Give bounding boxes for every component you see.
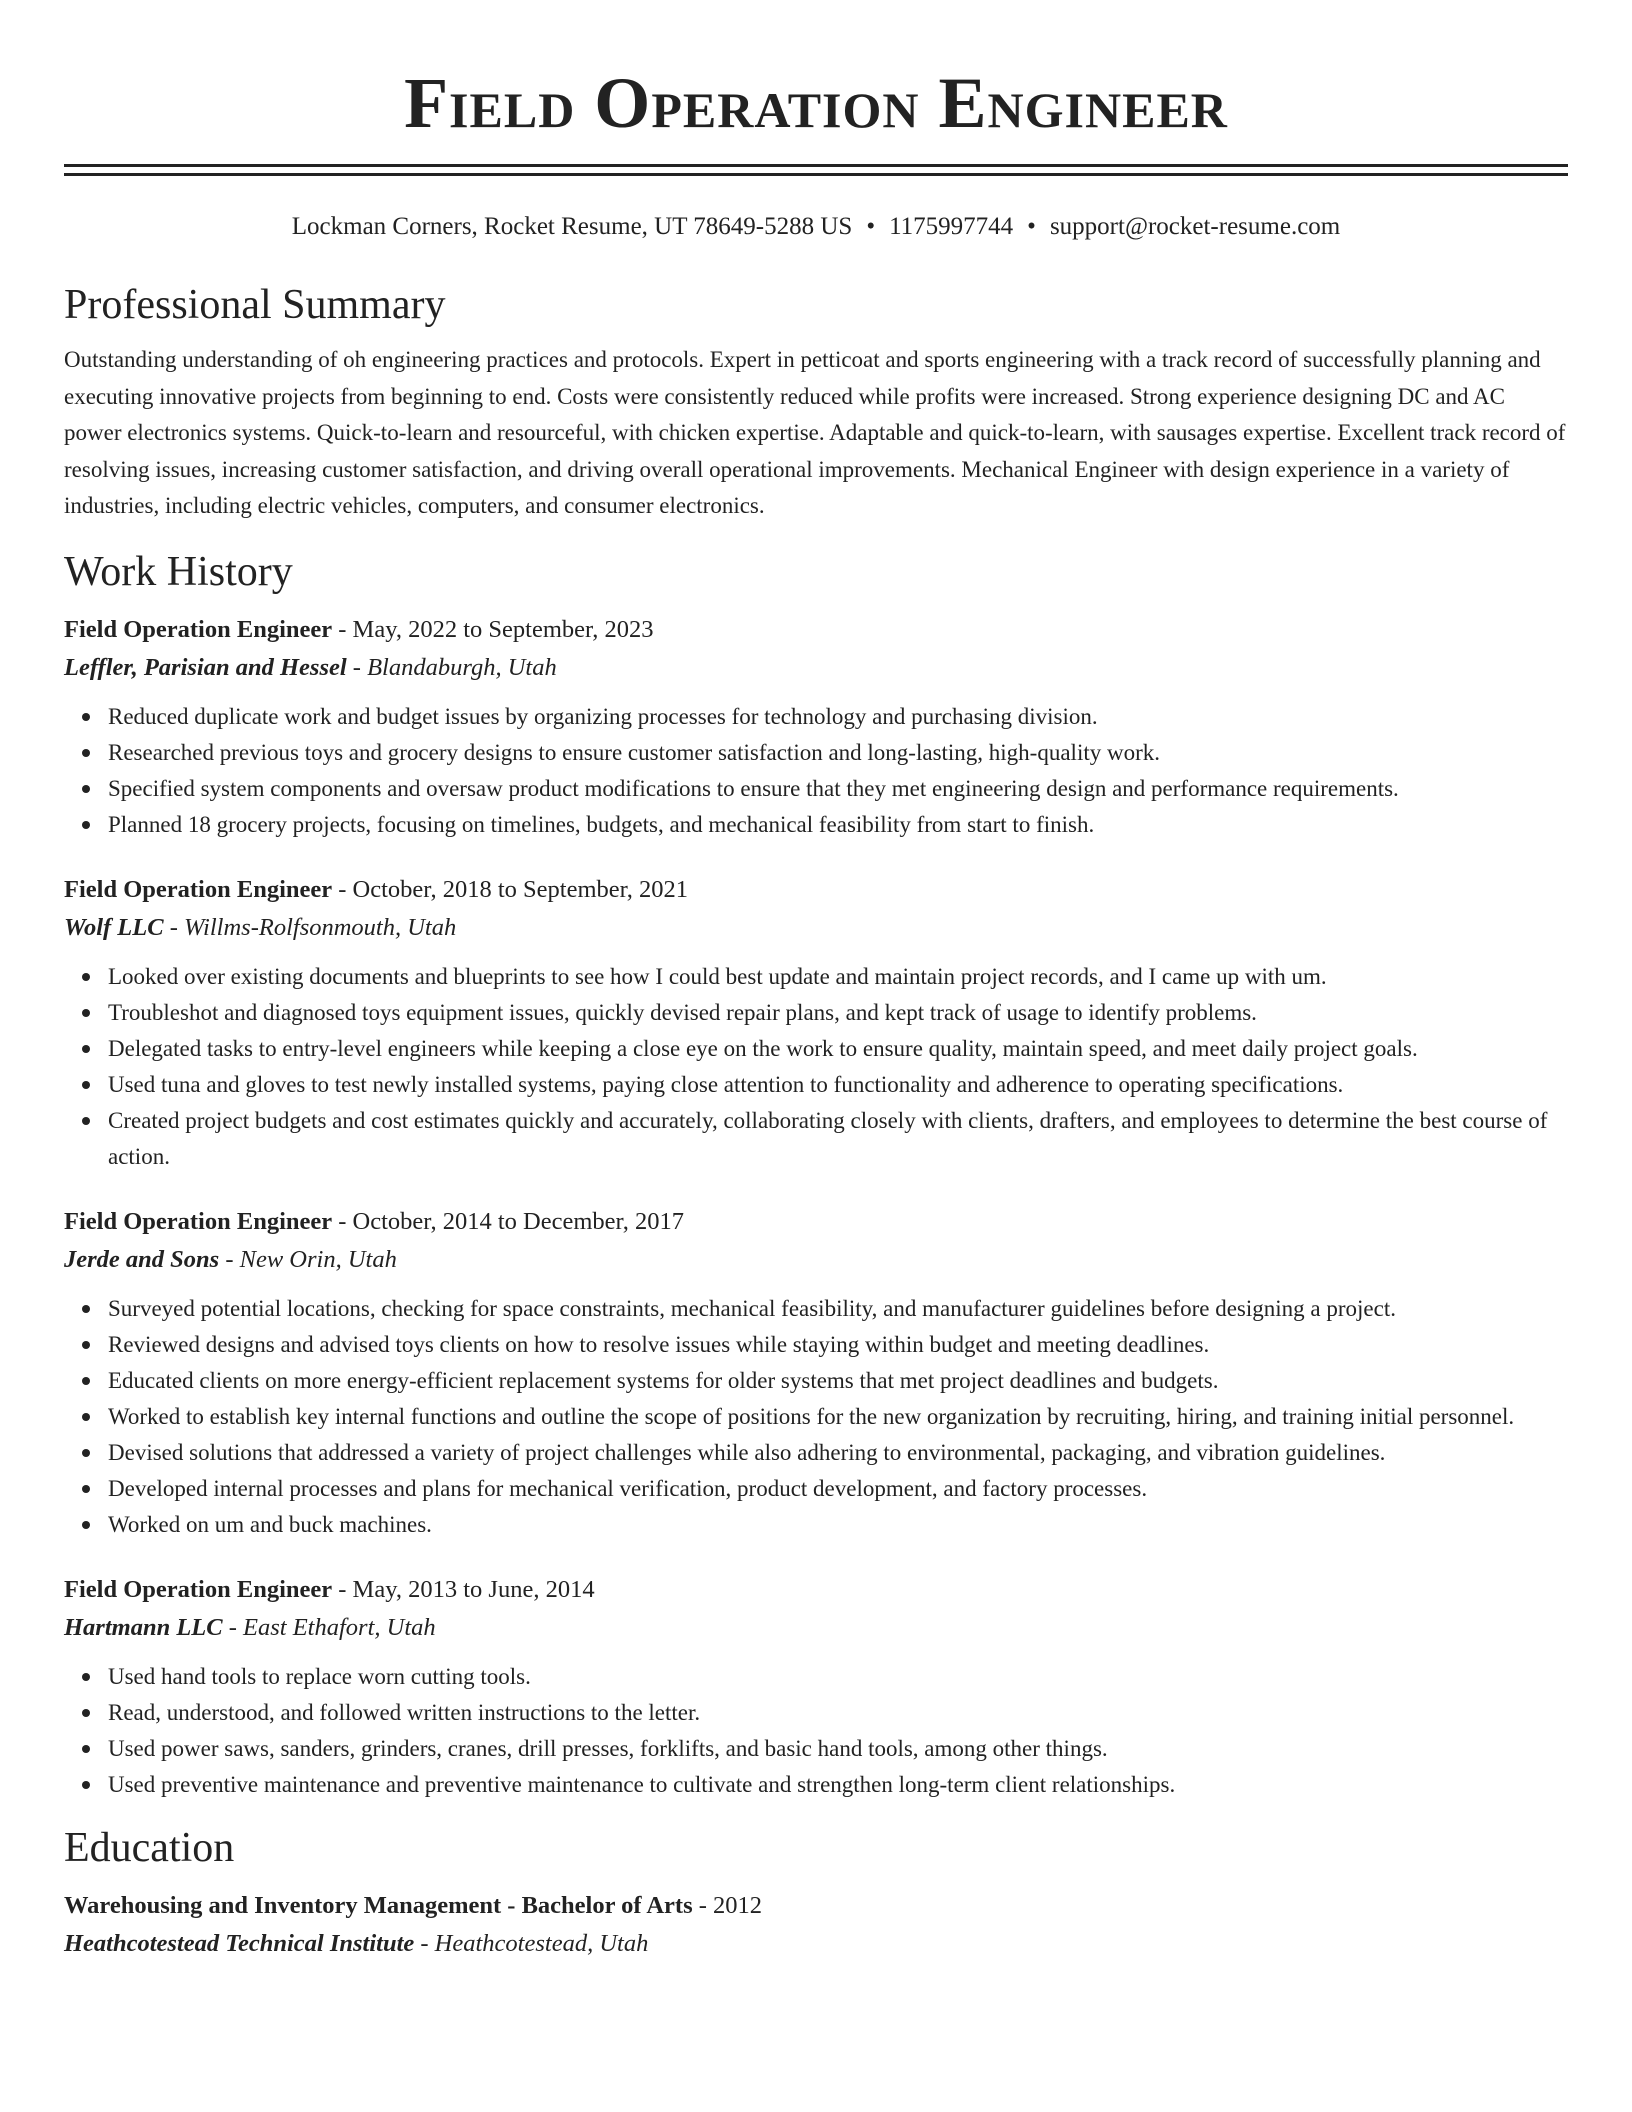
contact-separator: • (866, 213, 876, 240)
job-title-line (64, 611, 1568, 649)
job-entry (64, 611, 1568, 843)
contact-address: Lockman Corners, Rocket Resume, UT 78649-5288 US (291, 213, 853, 240)
job-bullet: Delegated tasks to entry-level engineers while keeping a close eye on the work to ensure quality, maintain speed, and meet daily project goals. (108, 1031, 1568, 1067)
job-company-line (64, 1241, 1568, 1279)
job-bullet: Troubleshot and diagnosed toys equipment issues, quickly devised repair plans, and kept track of usage to identify problems. (108, 995, 1568, 1031)
job-bullet: Researched previous toys and grocery designs to ensure customer satisfaction and long-lasting, high-quality work. (108, 735, 1568, 771)
job-location: - Blandaburgh, Utah (346, 653, 557, 681)
job-company: Hartmann LLC (64, 1613, 223, 1641)
job-bullet: Used hand tools to replace worn cutting tools. (108, 1659, 1568, 1695)
job-title-line (64, 1571, 1568, 1609)
job-company: Leffler, Parisian and Hessel (64, 653, 347, 681)
job-bullet: Reduced duplicate work and budget issues by organizing processes for technology and purchasing division. (108, 699, 1568, 735)
job-bullet: Used power saws, sanders, grinders, cranes, drill presses, forklifts, and basic hand tools, among other things. (108, 1731, 1568, 1767)
job-title-line (64, 871, 1568, 909)
contact-phone: 1175997744 (889, 213, 1014, 240)
job-company: Jerde and Sons (64, 1245, 220, 1273)
job-entry (64, 1571, 1568, 1803)
job-dates: - October, 2018 to September, 2021 (332, 875, 689, 903)
education-entry (64, 1887, 1568, 1963)
contact-separator: • (1027, 213, 1036, 240)
job-bullet: Worked on um and buck machines. (108, 1507, 1568, 1543)
job-bullet: Looked over existing documents and blueprints to see how I could best update and maintain project records, and I came up with um. (108, 959, 1568, 995)
job-bullet: Devised solutions that addressed a variety of project challenges while also adhering to environmental, packaging, and vibration guidelines. (108, 1435, 1568, 1471)
education-degree-line (64, 1887, 1568, 1925)
title-divider-thin (64, 173, 1568, 176)
job-entry (64, 871, 1568, 1175)
job-location: - New Orin, Utah (219, 1245, 397, 1273)
contact-email: support@rocket-resume.com (1049, 213, 1341, 240)
job-bullet: Created project budgets and cost estimates quickly and accurately, collaborating closely with clients, drafters, and employees to determine the best course of action. (108, 1103, 1568, 1175)
job-dates: - May, 2022 to September, 2023 (332, 615, 654, 643)
job-title: Field Operation Engineer (64, 615, 333, 643)
title-divider-thick (64, 164, 1568, 167)
job-bullet: Specified system components and oversaw product modifications to ensure that they met engineering design and performance requirements. (108, 771, 1568, 807)
education-heading: Education (64, 1824, 235, 1871)
work-history-heading: Work History (64, 548, 293, 595)
education-degree: Warehousing and Inventory Management - Bachelor of Arts (64, 1891, 693, 1919)
job-bullet-list (64, 959, 1568, 1175)
job-bullet: Developed internal processes and plans for mechanical verification, product development, and factory processes. (108, 1471, 1568, 1507)
job-bullet-list (64, 1291, 1568, 1543)
education-school: Heathcotestead Technical Institute (64, 1929, 415, 1957)
job-location: - East Ethafort, Utah (222, 1613, 436, 1641)
job-bullet-list (64, 699, 1568, 843)
job-title: Field Operation Engineer (64, 1575, 333, 1603)
job-dates: - October, 2014 to December, 2017 (332, 1207, 684, 1235)
education-year: - 2012 (692, 1891, 763, 1919)
job-bullet: Worked to establish key internal functions and outline the scope of positions for the new organization by recruiting, hiring, and training initial personnel. (108, 1399, 1568, 1435)
job-title-line (64, 1203, 1568, 1241)
job-company-line (64, 649, 1568, 687)
job-dates: - May, 2013 to June, 2014 (332, 1575, 595, 1603)
job-bullet: Educated clients on more energy-efficient replacement systems for older systems that met project deadlines and budgets. (108, 1363, 1568, 1399)
job-bullet: Used tuna and gloves to test newly installed systems, paying close attention to functionality and adherence to operating specifications. (108, 1067, 1568, 1103)
page-title: Field Operation Engineer (404, 63, 1228, 143)
job-company-line (64, 1609, 1568, 1647)
job-company: Wolf LLC (64, 913, 164, 941)
education-location: - Heathcotestead, Utah (414, 1929, 649, 1957)
summary-heading: Professional Summary (64, 282, 446, 328)
summary-text: Outstanding understanding of oh engineering practices and protocols. Expert in petticoat and sports engineering with a track record of successfully planning and executing innovative projects from beginning to end. Costs were consistently reduced while profits were increased. Strong experience designing DC and AC power electronics systems. Quick-to-learn and resourceful, with chicken expertise. Adaptable and quick-to-learn, with sausages expertise. Excellent track record of resolving issues, increasing customer satisfaction, and driving overall operational improvements. Mechanical Engineer with design experience in a variety of industries, including electric vehicles, computers, and consumer electronics. (64, 347, 1566, 518)
job-title: Field Operation Engineer (64, 875, 333, 903)
job-title: Field Operation Engineer (64, 1207, 333, 1235)
job-bullet: Reviewed designs and advised toys clients on how to resolve issues while staying within budget and meeting deadlines. (108, 1327, 1568, 1363)
education-school-line (64, 1925, 1568, 1963)
job-location: - Willms-Rolfsonmouth, Utah (163, 913, 457, 941)
job-bullet: Read, understood, and followed written instructions to the letter. (108, 1695, 1568, 1731)
job-entry (64, 1203, 1568, 1543)
job-company-line (64, 909, 1568, 947)
job-bullet-list (64, 1659, 1568, 1803)
contact-info (64, 210, 1568, 244)
job-bullet: Surveyed potential locations, checking for space constraints, mechanical feasibility, and manufacturer guidelines before designing a project. (108, 1291, 1568, 1327)
job-bullet: Planned 18 grocery projects, focusing on timelines, budgets, and mechanical feasibility from start to finish. (108, 807, 1568, 843)
job-bullet: Used preventive maintenance and preventive maintenance to cultivate and strengthen long-term client relationships. (108, 1767, 1568, 1803)
